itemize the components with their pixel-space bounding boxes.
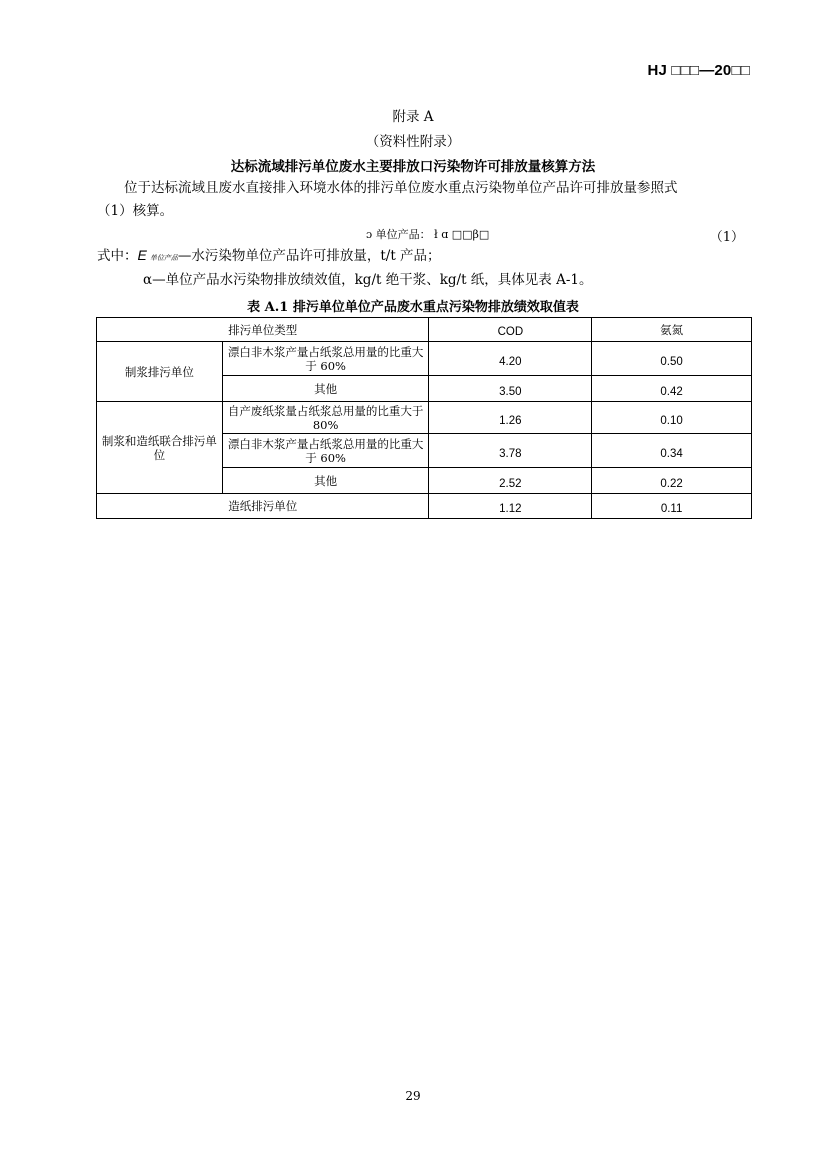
row-cod: 1.26 [429,402,592,434]
intro-line-2: （1）核算。 [97,203,174,219]
row-cod: 4.20 [429,342,592,376]
row-type: 自产废纸浆量占纸浆总用量的比重大于 80% [222,402,429,434]
row-cod: 3.78 [429,434,592,468]
symbol-e: E [137,247,147,263]
row-type: 其他 [222,376,429,402]
table-row [97,342,752,376]
header-ammonia: 氨氮 [592,318,752,342]
definition-e [97,245,757,269]
group-pulping: 制浆排污单位 [97,342,223,402]
row-ammonia: 0.42 [592,376,752,402]
row-type: 漂白非木浆产量占纸浆总用量的比重大于 60% [222,434,429,468]
document-code-header: HJ □□□—20□□ [647,62,750,79]
appendix-subtitle: （资料性附录） [365,134,461,150]
definition-alpha: α—单位产品水污染物排放绩效值，kg/t 绝干浆、kg/t 纸，具体见表 A-1。 [143,272,593,288]
symbol-e-subscript: 单位产品 [149,254,178,262]
group-pulp-paper: 制浆和造纸联合排污单位 [97,402,223,494]
intro-paragraph [97,178,757,199]
row-ammonia: 0.22 [592,468,752,494]
table-caption: 表 A.1 排污单位单位产品废水重点污染物排放绩效取值表 [247,300,579,315]
emission-performance-table [96,317,752,519]
appendix-title: 附录 A [392,109,434,125]
row-ammonia: 0.10 [592,402,752,434]
row-type: 漂白非木浆产量占纸浆总用量的比重大于 60% [222,342,429,376]
row-cod: 3.50 [429,376,592,402]
intro-line-1: 位于达标流域且废水直接排入环境水体的排污单位废水重点污染物单位产品许可排放量参照式 [124,180,678,196]
row-ammonia: 0.11 [592,494,752,519]
row-cod: 1.12 [429,494,592,519]
table-row [97,402,752,434]
row-ammonia: 0.34 [592,434,752,468]
row-cod: 2.52 [429,468,592,494]
formula: ɔ 单位产品： ł ɑ □□β□ [366,228,490,241]
header-cod: COD [429,318,592,342]
row-type: 其他 [222,468,429,494]
table-header-row [97,318,752,342]
definition-e-text: —水污染物单位产品许可排放量，t/t 产品； [177,248,441,264]
definition-prefix: 式中： [97,248,138,264]
row-type: 造纸排污单位 [97,494,429,519]
appendix-heading: 达标流域排污单位废水主要排放口污染物许可排放量核算方法 [230,159,596,175]
row-ammonia: 0.50 [592,342,752,376]
formula-number: （1） [709,230,744,245]
page-number: 29 [405,1089,421,1103]
table-row [97,494,752,519]
intro-paragraph-end [97,201,757,222]
header-unit-type: 排污单位类型 [97,318,429,342]
